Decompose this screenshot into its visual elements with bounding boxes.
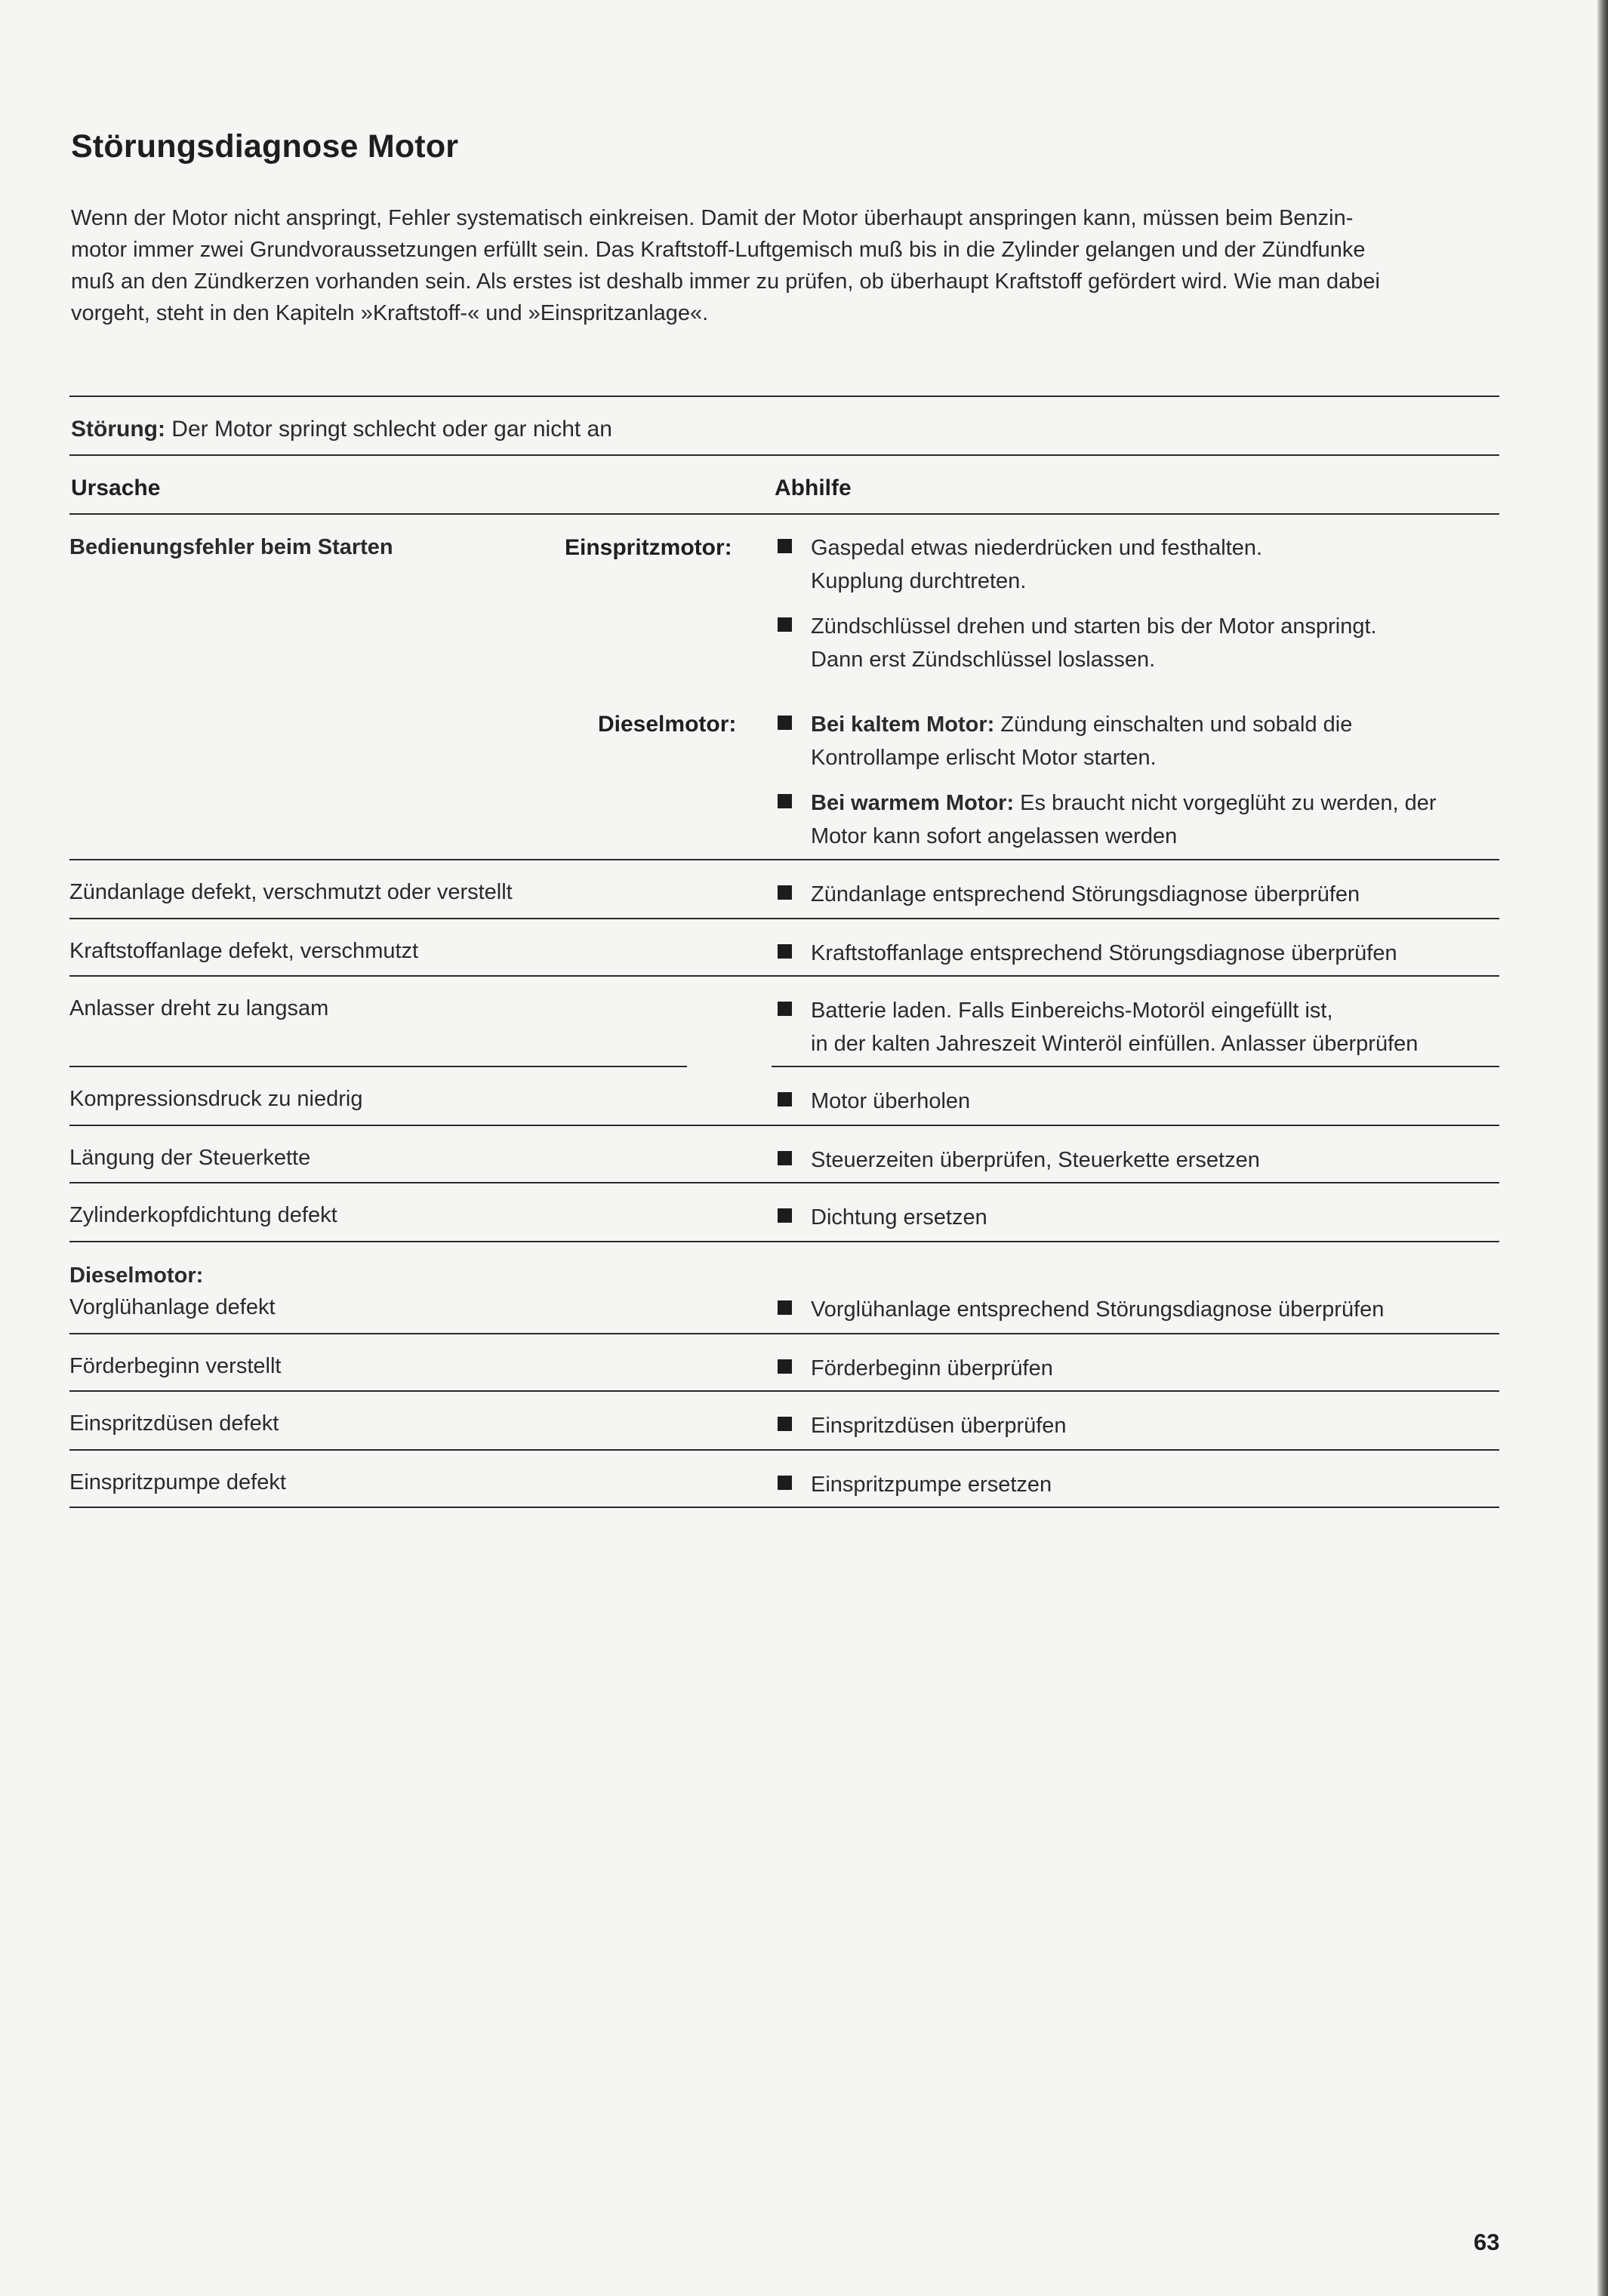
remedy-line: Batterie laden. Falls Einbereichs-Motoröl eingefüllt ist, xyxy=(811,999,1333,1023)
table-top-rule xyxy=(69,395,1499,397)
row-rule xyxy=(69,859,1499,860)
remedy-line: Gaspedal etwas niederdrücken und festhalten. xyxy=(811,536,1263,560)
bullet-square-icon xyxy=(778,1417,792,1431)
cause-cell: Kompressionsdruck zu niedrig xyxy=(69,1087,363,1111)
page-edge-shadow xyxy=(1597,0,1608,2296)
fault-text: Der Motor springt schlecht oder gar nicht an xyxy=(165,417,612,442)
intro-line: muß an den Zündkerzen vorhanden sein. Als erstes ist deshalb immer zu prüfen, ob überhaupt Kraftstoff gefördert wird. Wie man dabei xyxy=(71,269,1380,294)
remedy-line: Dann erst Zündschlüssel loslassen. xyxy=(811,648,1156,672)
bullet-square-icon xyxy=(778,1092,792,1106)
intro-line: motor immer zwei Grundvoraussetzungen erfüllt sein. Das Kraftstoff-Luftgemisch muß bis in die Zylinder gelangen und der Zündfunke xyxy=(71,238,1366,262)
row-rule xyxy=(69,1066,687,1067)
row-rule xyxy=(69,918,1499,919)
page-title: Störungsdiagnose Motor xyxy=(71,128,459,165)
remedy-line: Dichtung ersetzen xyxy=(811,1205,987,1230)
remedy-emphasis: Bei kaltem Motor: xyxy=(811,712,995,737)
intro-paragraph xyxy=(71,202,1505,329)
remedy-line: Kraftstoffanlage entsprechend Störungsdiagnose überprüfen xyxy=(811,941,1397,965)
intro-line: Wenn der Motor nicht anspringt, Fehler systematisch einkreisen. Damit der Motor überhaupt anspringen kann, müssen beim Benzin- xyxy=(71,206,1354,230)
remedy-text: Es braucht nicht vorgeglüht zu werden, der xyxy=(1014,791,1437,815)
remedy-emphasis: Bei warmem Motor: xyxy=(811,791,1015,815)
row-rule xyxy=(69,1390,1499,1392)
bullet-square-icon xyxy=(778,1476,792,1490)
bullet-square-icon xyxy=(778,539,792,553)
remedy-text: Zündung einschalten und sobald die xyxy=(994,712,1353,737)
intro-line: vorgeht, steht in den Kapiteln »Kraftstoff-« und »Einspritzanlage«. xyxy=(71,301,709,325)
remedy-line: Motor kann sofort angelassen werden xyxy=(811,824,1178,848)
fault-statement xyxy=(71,417,612,442)
row-rule xyxy=(69,1241,1499,1242)
cause-cell: Längung der Steuerkette xyxy=(69,1146,311,1170)
cause-cell: Vorglühanlage defekt xyxy=(69,1295,276,1319)
remedy-line xyxy=(811,786,1436,820)
remedy-line: Vorglühanlage entsprechend Störungsdiagnose überprüfen xyxy=(811,1297,1385,1322)
page-number: 63 xyxy=(1474,2229,1500,2255)
bullet-square-icon xyxy=(778,1359,792,1374)
fault-label: Störung: xyxy=(71,417,165,442)
bullet-square-icon xyxy=(778,1208,792,1223)
cause-operating-error: Bedienungsfehler beim Starten xyxy=(69,535,393,559)
row-rule xyxy=(69,1333,1499,1334)
row-rule xyxy=(69,1182,1499,1183)
row-rule xyxy=(69,1125,1499,1126)
header-top-rule xyxy=(69,454,1499,456)
remedy-line: Steuerzeiten überprüfen, Steuerkette ersetzen xyxy=(811,1148,1260,1172)
remedy-line: Zündanlage entsprechend Störungsdiagnose überprüfen xyxy=(811,882,1360,906)
cause-cell: Kraftstoffanlage defekt, verschmutzt xyxy=(69,939,419,963)
bullet-square-icon xyxy=(778,716,792,730)
remedy-line xyxy=(811,708,1352,741)
cause-column-header: Ursache xyxy=(71,476,161,500)
table-bottom-rule xyxy=(69,1507,1499,1508)
row-rule xyxy=(69,975,1499,977)
cause-cell: Einspritzdüsen defekt xyxy=(69,1411,279,1436)
einspritzmotor-label: Einspritzmotor: xyxy=(565,535,732,560)
cause-cell: Zündanlage defekt, verschmutzt oder verstellt xyxy=(69,880,513,904)
remedy-line: Kontrollampe erlischt Motor starten. xyxy=(811,746,1157,770)
remedy-line: Einspritzdüsen überprüfen xyxy=(811,1414,1067,1438)
row-rule xyxy=(69,1449,1499,1451)
bullet-square-icon xyxy=(778,885,792,900)
bullet-square-icon xyxy=(778,1300,792,1315)
remedy-line: Kupplung durchtreten. xyxy=(811,569,1027,593)
cause-cell: Zylinderkopfdichtung defekt xyxy=(69,1203,337,1227)
dieselmotor-label: Dieselmotor: xyxy=(598,712,737,737)
row-rule xyxy=(772,1066,1499,1067)
cause-cell: Förderbeginn verstellt xyxy=(69,1354,282,1378)
remedy-line: in der kalten Jahreszeit Winteröl einfüllen. Anlasser überprüfen xyxy=(811,1032,1419,1056)
remedy-column-header: Abhilfe xyxy=(775,476,852,500)
cause-cell: Einspritzpumpe defekt xyxy=(69,1470,286,1494)
cause-cell: Anlasser dreht zu langsam xyxy=(69,996,329,1020)
bullet-square-icon xyxy=(778,1151,792,1165)
remedy-line: Zündschlüssel drehen und starten bis der Motor anspringt. xyxy=(811,614,1377,639)
remedy-line: Motor überholen xyxy=(811,1089,971,1113)
diesel-section-heading: Dieselmotor: xyxy=(69,1263,204,1288)
bullet-square-icon xyxy=(778,617,792,632)
bullet-square-icon xyxy=(778,1002,792,1016)
bullet-square-icon xyxy=(778,944,792,959)
bullet-square-icon xyxy=(778,794,792,808)
remedy-line: Förderbeginn überprüfen xyxy=(811,1356,1053,1380)
remedy-line: Einspritzpumpe ersetzen xyxy=(811,1473,1052,1497)
header-bottom-rule xyxy=(69,513,1499,515)
